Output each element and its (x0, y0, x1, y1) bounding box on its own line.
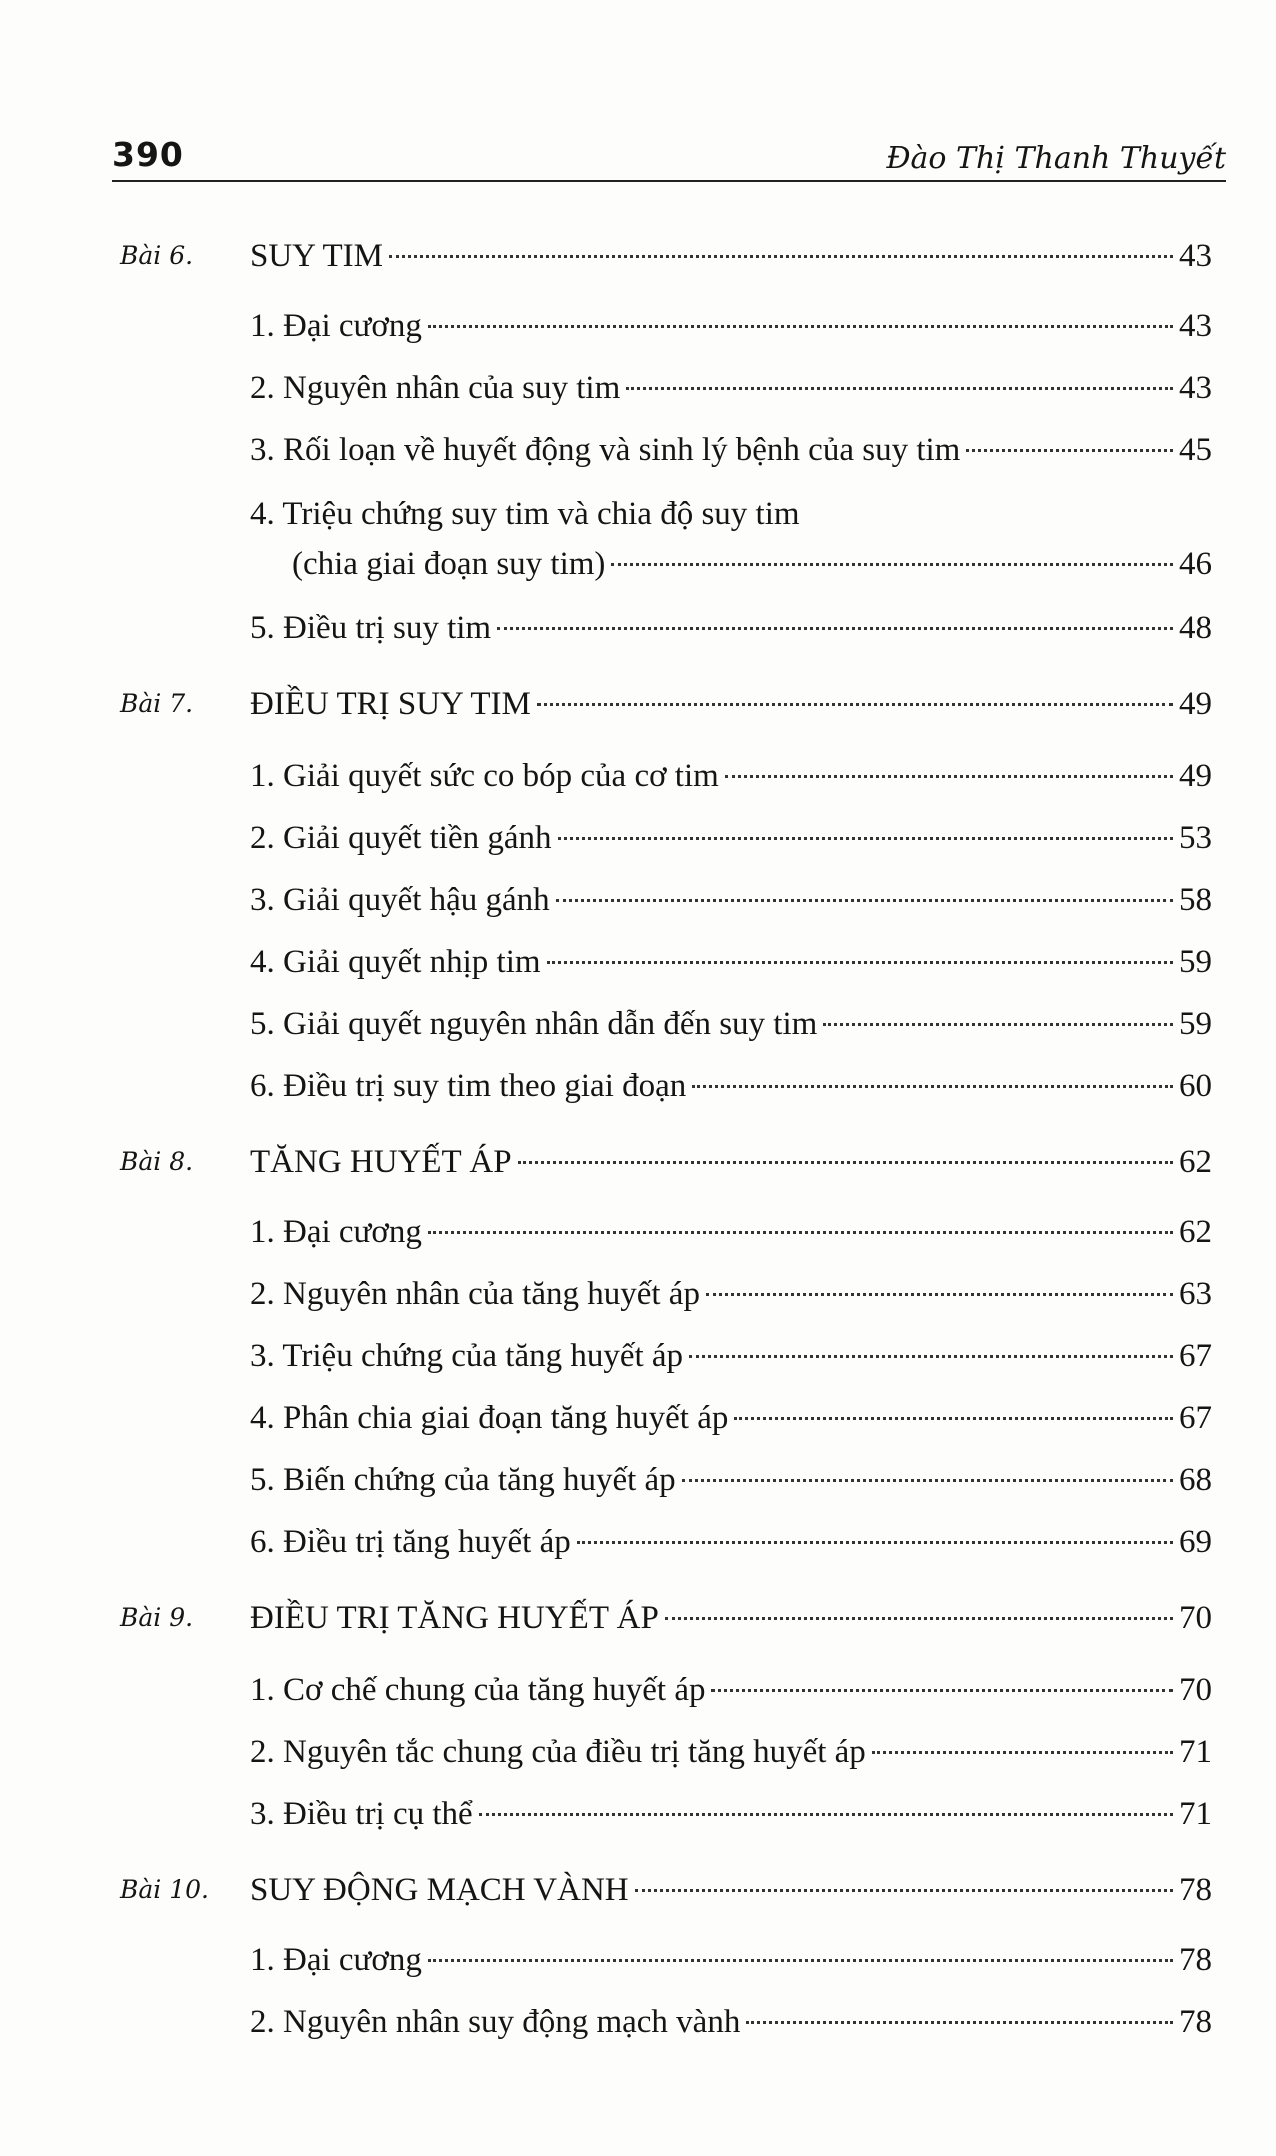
lesson-title: SUY ĐỘNG MẠCH VÀNH (250, 1872, 629, 1908)
toc-item (0, 422, 1276, 478)
toc-item (0, 1514, 1276, 1570)
page-ref: 63 (1179, 1276, 1212, 1312)
item-title: 3. Triệu chứng của tăng huyết áp (250, 1338, 684, 1374)
author-name: Đào Thị Thanh Thuyết (886, 141, 1226, 176)
leader-dots (872, 1751, 1173, 1754)
item-title: 6. Điều trị tăng huyết áp (250, 1524, 571, 1560)
item-title: 2. Nguyên nhân suy động mạch vành (250, 2004, 741, 2040)
toc-item-line1 (0, 486, 1276, 542)
leader-dots (547, 961, 1173, 964)
lesson-title: ĐIỀU TRỊ SUY TIM (250, 686, 531, 722)
page-ref: 71 (1179, 1734, 1212, 1770)
toc-lesson-7 (0, 676, 1276, 732)
toc-item (0, 1786, 1276, 1842)
leader-dots (635, 1889, 1173, 1892)
page-ref: 71 (1179, 1796, 1212, 1832)
page-ref: 62 (1179, 1214, 1212, 1250)
item-title: 5. Biến chứng của tăng huyết áp (250, 1462, 676, 1498)
toc-item (0, 1994, 1276, 2050)
lesson-label: Bài 9. (120, 1603, 194, 1632)
page-ref: 60 (1179, 1068, 1212, 1104)
leader-dots (823, 1023, 1173, 1026)
lesson-label: Bài 10. (120, 1875, 209, 1904)
leader-dots (746, 2021, 1173, 2024)
leader-dots (611, 563, 1173, 566)
toc-item (0, 298, 1276, 354)
leader-dots (725, 775, 1173, 778)
page-header (112, 128, 1226, 182)
toc-item (0, 996, 1276, 1052)
toc-item (0, 1204, 1276, 1260)
page-ref: 48 (1179, 610, 1212, 646)
item-title: 1. Đại cương (250, 1942, 422, 1978)
toc-item (0, 1266, 1276, 1322)
page-ref: 67 (1179, 1338, 1212, 1374)
leader-dots (556, 899, 1173, 902)
leader-dots (479, 1813, 1173, 1816)
item-title: 4. Giải quyết nhịp tim (250, 944, 541, 980)
lesson-title: TĂNG HUYẾT ÁP (250, 1144, 512, 1180)
toc-item-line2 (0, 536, 1276, 592)
toc-item (0, 1662, 1276, 1718)
toc-item (0, 1390, 1276, 1446)
leader-dots (626, 387, 1173, 390)
toc-item (0, 1724, 1276, 1780)
leader-dots (389, 255, 1173, 258)
toc-item (0, 748, 1276, 804)
page-ref: 70 (1179, 1600, 1212, 1636)
item-title: 6. Điều trị suy tim theo giai đoạn (250, 1068, 687, 1104)
leader-dots (966, 449, 1173, 452)
leader-dots (497, 627, 1173, 630)
lesson-label: Bài 7. (120, 689, 194, 718)
page-ref: 49 (1179, 758, 1212, 794)
leader-dots (428, 1959, 1173, 1962)
item-title: 2. Nguyên nhân của suy tim (250, 370, 621, 406)
item-title: 3. Rối loạn về huyết động và sinh lý bệnh của suy tim (250, 432, 961, 468)
page-ref: 49 (1179, 686, 1212, 722)
item-title: 1. Giải quyết sức co bóp của cơ tim (250, 758, 719, 794)
toc-item (0, 1932, 1276, 1988)
page-ref: 43 (1179, 308, 1212, 344)
item-title: 2. Giải quyết tiền gánh (250, 820, 552, 856)
item-title: 4. Phân chia giai đoạn tăng huyết áp (250, 1400, 729, 1436)
item-title: 2. Nguyên nhân của tăng huyết áp (250, 1276, 700, 1312)
toc-lesson-9 (0, 1590, 1276, 1646)
leader-dots (706, 1293, 1173, 1296)
page-ref: 43 (1179, 370, 1212, 406)
toc-item (0, 600, 1276, 656)
leader-dots (518, 1161, 1173, 1164)
page-number: 390 (112, 135, 184, 174)
page-ref: 59 (1179, 944, 1212, 980)
page-ref: 45 (1179, 432, 1212, 468)
toc-item (0, 360, 1276, 416)
item-title: 2. Nguyên tắc chung của điều trị tăng huyết áp (250, 1734, 866, 1770)
item-title: 5. Giải quyết nguyên nhân dẫn đến suy tim (250, 1006, 818, 1042)
toc-lesson-8 (0, 1134, 1276, 1190)
page-ref: 62 (1179, 1144, 1212, 1180)
leader-dots (689, 1355, 1173, 1358)
toc-item (0, 1328, 1276, 1384)
leader-dots (428, 1231, 1173, 1234)
leader-dots (577, 1541, 1173, 1544)
lesson-label: Bài 8. (120, 1147, 194, 1176)
page-ref: 58 (1179, 882, 1212, 918)
page-ref: 78 (1179, 1872, 1212, 1908)
toc-lesson-10 (0, 1862, 1276, 1918)
item-title-line2: (chia giai đoạn suy tim) (292, 546, 606, 582)
leader-dots (682, 1479, 1173, 1482)
page-ref: 78 (1179, 2004, 1212, 2040)
item-title: 3. Điều trị cụ thể (250, 1796, 473, 1832)
leader-dots (665, 1617, 1173, 1620)
page-ref: 78 (1179, 1942, 1212, 1978)
toc-item (0, 872, 1276, 928)
toc-item (0, 1058, 1276, 1114)
leader-dots (428, 325, 1173, 328)
page-ref: 68 (1179, 1462, 1212, 1498)
leader-dots (734, 1417, 1173, 1420)
leader-dots (537, 703, 1173, 706)
page-ref: 43 (1179, 238, 1212, 274)
leader-dots (692, 1085, 1173, 1088)
leader-dots (711, 1689, 1173, 1692)
page-ref: 70 (1179, 1672, 1212, 1708)
page-ref: 59 (1179, 1006, 1212, 1042)
toc-lesson-6 (0, 228, 1276, 284)
lesson-label: Bài 6. (120, 241, 194, 270)
toc-item (0, 934, 1276, 990)
item-title: 4. Triệu chứng suy tim và chia độ suy tim (250, 496, 800, 532)
page-ref: 69 (1179, 1524, 1212, 1560)
toc-item (0, 1452, 1276, 1508)
item-title: 1. Cơ chế chung của tăng huyết áp (250, 1672, 706, 1708)
lesson-title: SUY TIM (250, 238, 383, 274)
page-ref: 46 (1179, 546, 1212, 582)
lesson-title: ĐIỀU TRỊ TĂNG HUYẾT ÁP (250, 1600, 659, 1636)
page-ref: 67 (1179, 1400, 1212, 1436)
toc-item (0, 810, 1276, 866)
leader-dots (558, 837, 1173, 840)
item-title: 3. Giải quyết hậu gánh (250, 882, 550, 918)
item-title: 1. Đại cương (250, 308, 422, 344)
item-title: 1. Đại cương (250, 1214, 422, 1250)
page-ref: 53 (1179, 820, 1212, 856)
item-title: 5. Điều trị suy tim (250, 610, 492, 646)
